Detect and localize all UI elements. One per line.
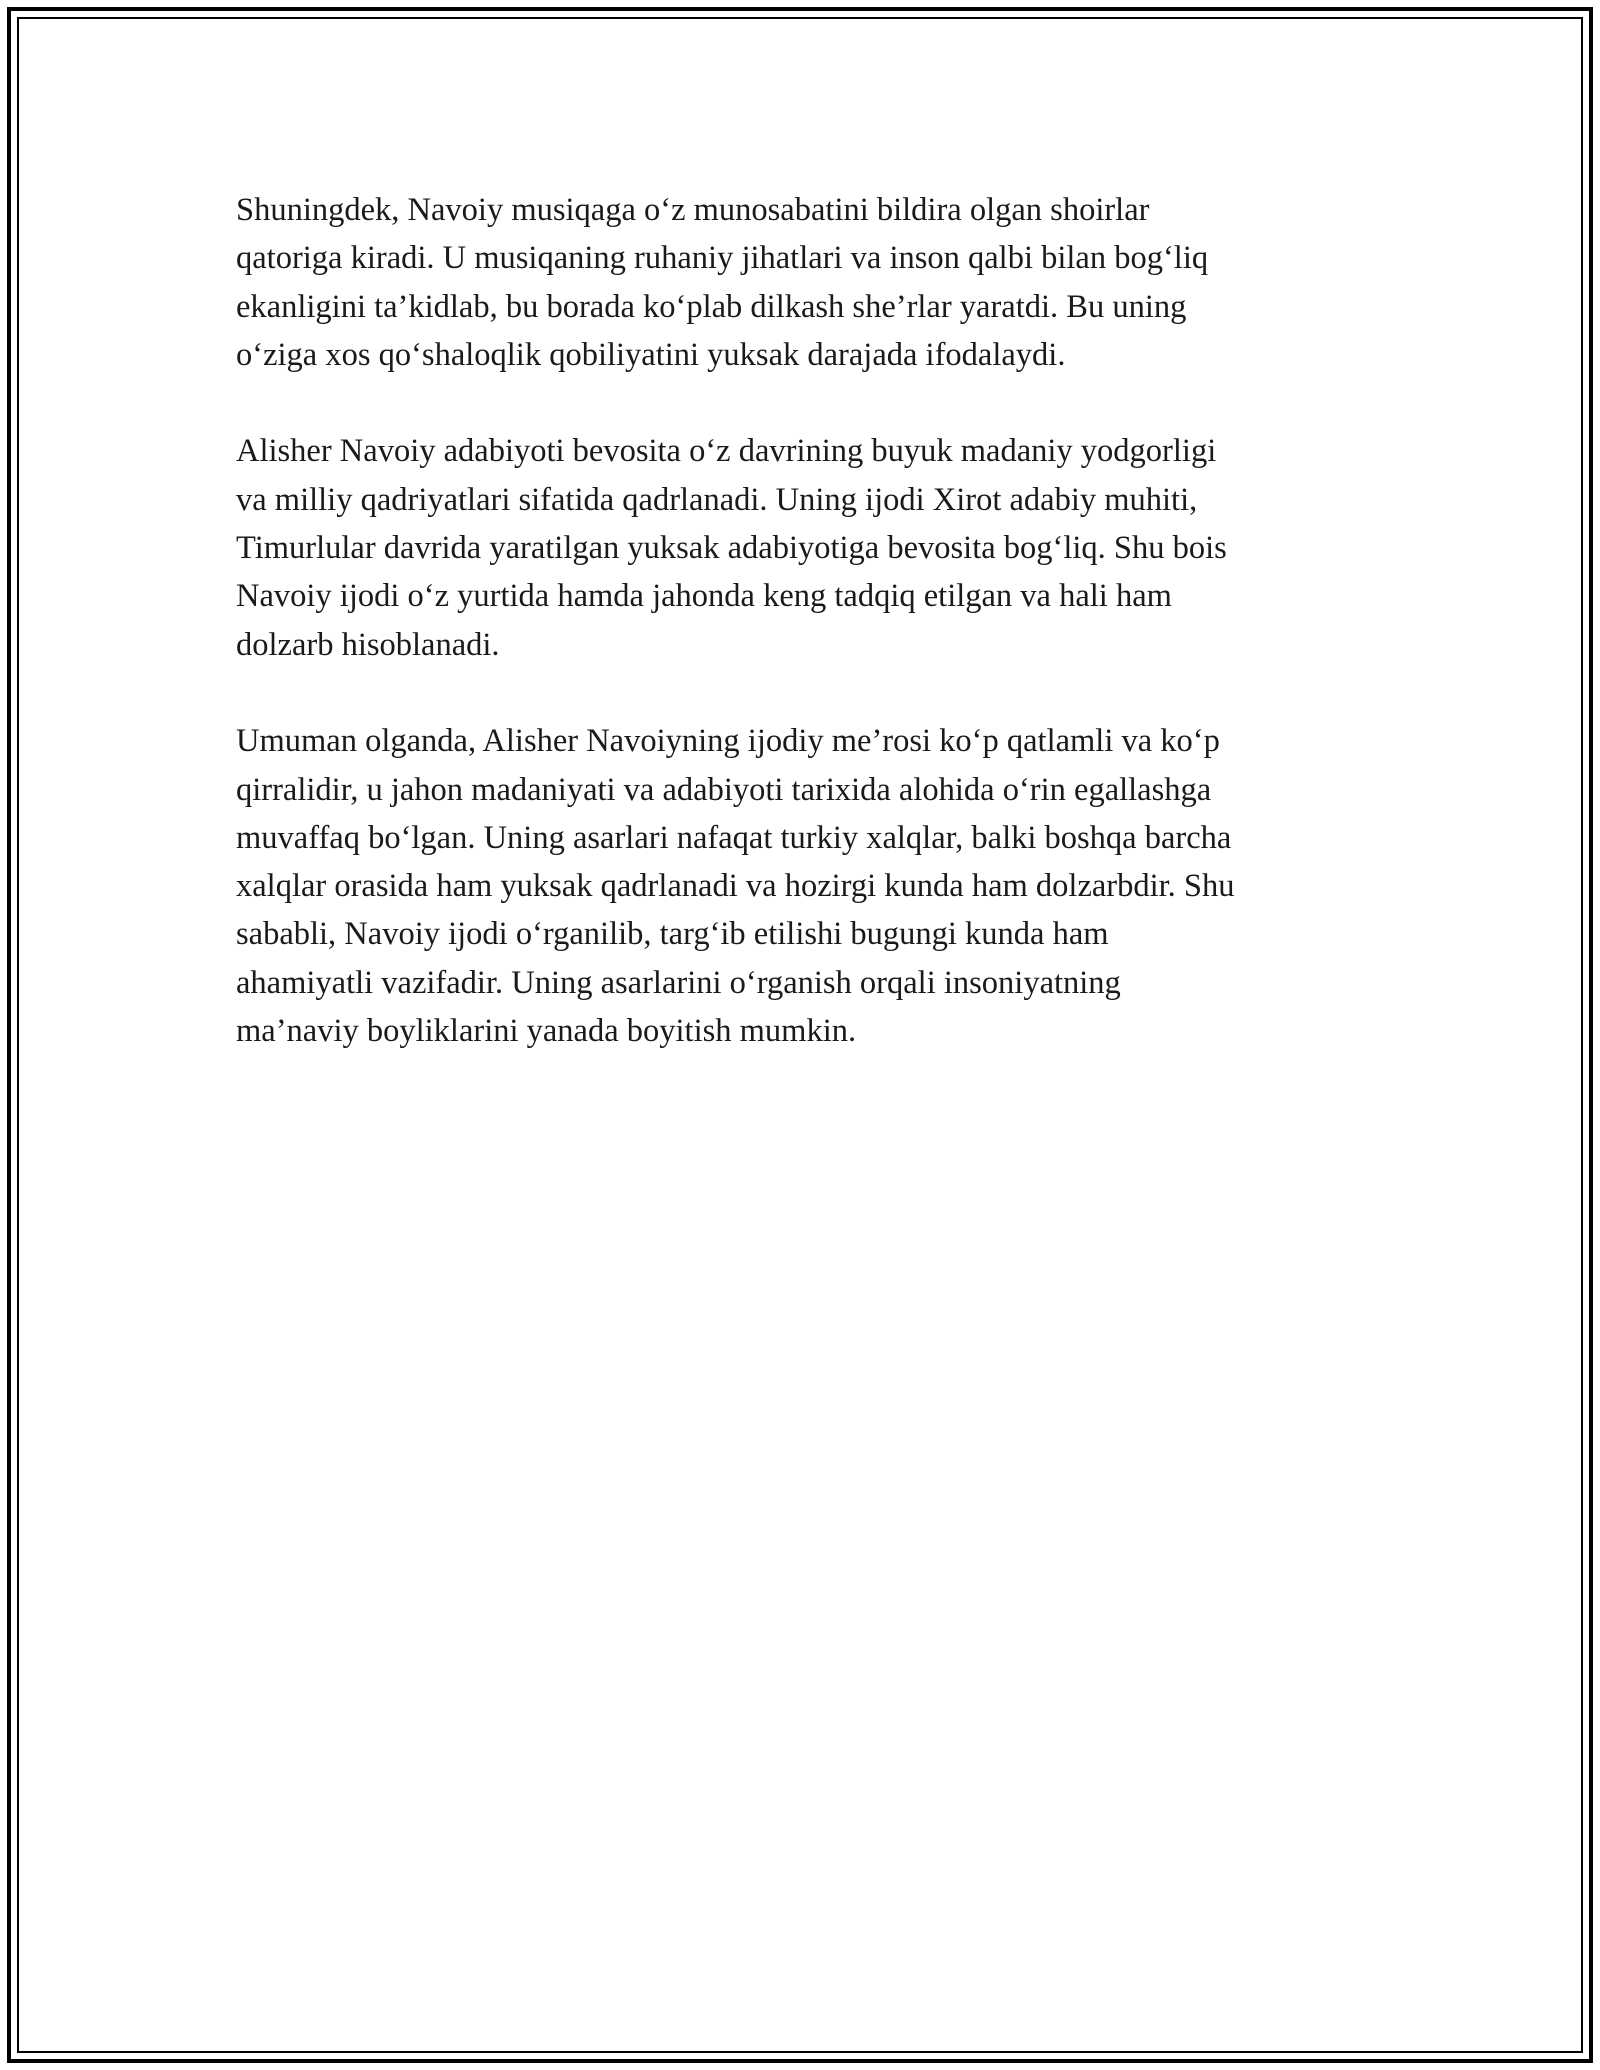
text-line: ekanligini ta’kidlab, bu borada ko‘plab dilkash she’rlar yaratdi. Bu uning bbox=[236, 288, 1187, 325]
text-line: xalqlar orasida ham yuksak qadrlanadi va hozirgi kunda ham dolzarbdir. Shu bbox=[236, 868, 1235, 905]
text-line: Shuningdek, Navoiy musiqaga o‘z munosabatini bildira olgan shoirlar bbox=[236, 192, 1150, 228]
text-line: Timurlular davrida yaratilgan yuksak adabiyotiga bevosita bog‘liq. Shu bois bbox=[236, 530, 1227, 567]
paragraph-2 bbox=[236, 427, 1376, 668]
text-line: dolzarb hisoblanadi. bbox=[236, 626, 500, 663]
text-line: o‘ziga xos qo‘shaloqlik qobiliyatini yuksak darajada ifodalaydi. bbox=[236, 336, 1066, 373]
text-line: va milliy qadriyatlari sifatida qadrlanadi. Uning ijodi Xirot adabiy muhiti, bbox=[236, 481, 1198, 518]
text-line: qirralidir, u jahon madaniyati va adabiyoti tarixida alohida o‘rin egallashga bbox=[236, 771, 1212, 808]
text-line: Alisher Navoiy adabiyoti bevosita o‘z davrining buyuk madaniy yodgorligi bbox=[236, 433, 1217, 470]
document-body bbox=[236, 186, 1376, 1104]
text-line: qatoriga kiradi. U musiqaning ruhaniy jihatlari va inson qalbi bilan bog‘liq bbox=[236, 240, 1209, 277]
text-line: ahamiyatli vazifadir. Uning asarlarini o‘rganish orqali insoniyatning bbox=[236, 964, 1121, 1001]
text-line: Navoiy ijodi o‘z yurtida hamda jahonda keng tadqiq etilgan va hali ham bbox=[236, 578, 1172, 615]
paragraph-3 bbox=[236, 717, 1376, 1055]
text-line: sababli, Navoiy ijodi o‘rganilib, targ‘ib etilishi bugungi kunda ham bbox=[236, 916, 1109, 953]
text-line: muvaffaq bo‘lgan. Uning asarlari nafaqat turkiy xalqlar, balki boshqa barcha bbox=[236, 819, 1232, 856]
paragraph-1 bbox=[236, 186, 1376, 379]
text-line: ma’naviy boyliklarini yanada boyitish mumkin. bbox=[236, 1013, 857, 1050]
text-line: Umuman olganda, Alisher Navoiyning ijodiy me’rosi ko‘p qatlamli va ko‘p bbox=[236, 723, 1220, 760]
